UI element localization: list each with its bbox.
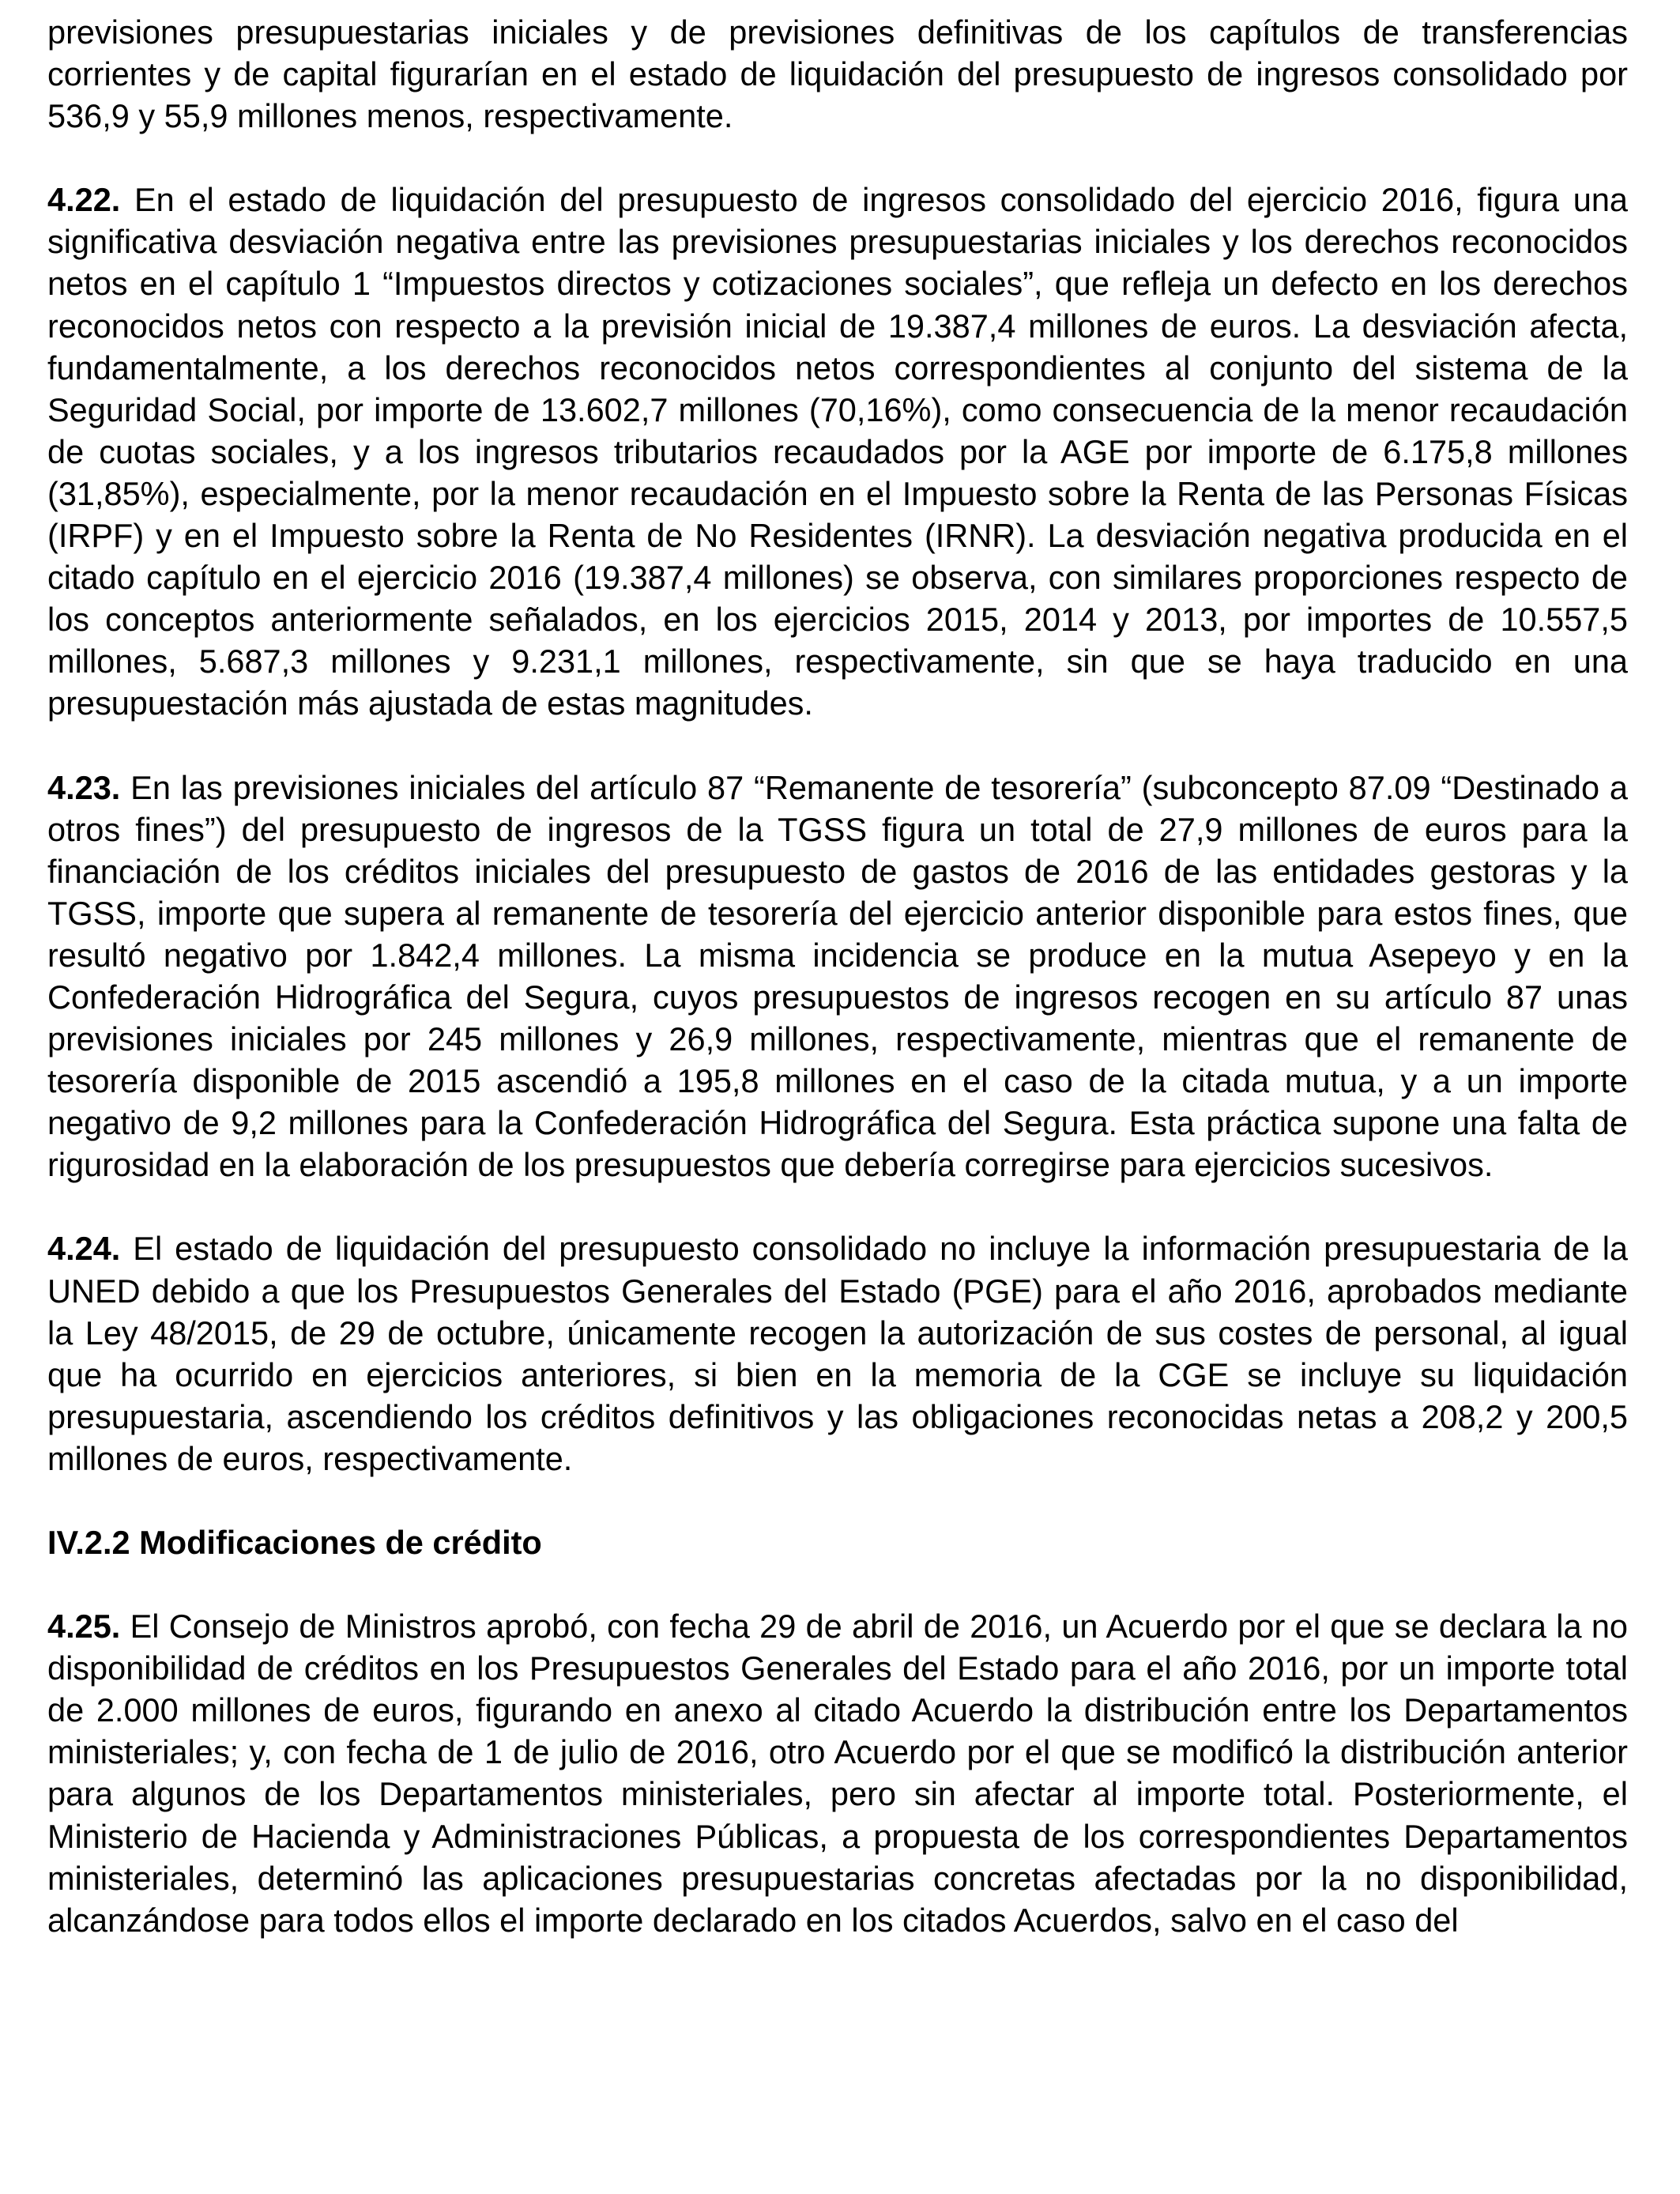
paragraph-number: 4.22. [47, 181, 121, 219]
document-page [47, 11, 1628, 1941]
paragraph-number: 4.23. [47, 768, 121, 806]
paragraph-4-22 [47, 179, 1628, 724]
paragraph-text: El Consejo de Ministros aprobó, con fecha 29 de abril de 2016, un Acuerdo por el que se declara la no disponibilidad de créditos en los Presupuestos Generales del Estado para el año 2016, por un importe total de 2.000 millones de euros, figurando en anexo al citado Acuerdo la distribución entre los Departamentos ministeriales; y, con fecha de 1 de julio de 2016, otro Acuerdo por el que se modificó la distribución anterior para algunos de los Departamentos ministeriales, pero sin afectar al importe total. Posteriormente, el Ministerio de Hacienda y Administraciones Públicas, a propuesta de los correspondientes Departamentos ministeriales, determinó las aplicaciones presupuestarias concretas afectadas por la no disponibilidad, alcanzándose para todos ellos el importe declarado en los citados Acuerdos, salvo en el caso del [47, 1608, 1628, 1939]
section-heading: IV.2.2 Modificaciones de crédito [47, 1524, 542, 1561]
intro-paragraph [47, 11, 1628, 137]
intro-paragraph-text: previsiones presupuestarias iniciales y de previsiones definitivas de los capítulos de transferencias corrientes y de capital figurarían en el estado de liquidación del presupuesto de ingresos consolidado por 536,9 y 55,9 millones menos, respectivamente. [47, 13, 1628, 135]
paragraph-text: En el estado de liquidación del presupuesto de ingresos consolidado del ejercicio 2016, figura una significativa desviación negativa entre las previsiones presupuestarias iniciales y los derechos reconocidos netos en el capítulo 1 “Impuestos directos y cotizaciones sociales”, que refleja un defecto en los derechos reconocidos netos con respecto a la previsión inicial de 19.387,4 millones de euros. La desviación afecta, fundamentalmente, a los derechos reconocidos netos correspondientes al conjunto del sistema de la Seguridad Social, por importe de 13.602,7 millones (70,16%), como consecuencia de la menor recaudación de cuotas sociales, y a los ingresos tributarios recaudados por la AGE por importe de 6.175,8 millones (31,85%), especialmente, por la menor recaudación en el Impuesto sobre la Renta de las Personas Físicas (IRPF) y en el Impuesto sobre la Renta de No Residentes (IRNR). La desviación negativa producida en el citado capítulo en el ejercicio 2016 (19.387,4 millones) se observa, con similares proporciones respecto de los conceptos anteriormente señalados, en los ejercicios 2015, 2014 y 2013, por importes de 10.557,5 millones, 5.687,3 millones y 9.231,1 millones, respectivamente, sin que se haya traducido en una presupuestación más ajustada de estas magnitudes. [47, 181, 1628, 722]
paragraph-text: El estado de liquidación del presupuesto consolidado no incluye la información presupuestaria de la UNED debido a que los Presupuestos Generales del Estado (PGE) para el año 2016, aprobados mediante la Ley 48/2015, de 29 de octubre, únicamente recogen la autorización de sus costes de personal, al igual que ha ocurrido en ejercicios anteriores, si bien en la memoria de la CGE se incluye su liquidación presupuestaria, ascendiendo los créditos definitivos y las obligaciones reconocidas netas a 208,2 y 200,5 millones de euros, respectivamente. [47, 1230, 1628, 1477]
paragraph-4-25 [47, 1605, 1628, 1941]
paragraph-number: 4.25. [47, 1608, 121, 1646]
paragraph-4-24 [47, 1227, 1628, 1480]
paragraph-number: 4.24. [47, 1230, 121, 1268]
paragraph-text: En las previsiones iniciales del artículo 87 “Remanente de tesorería” (subconcepto 87.09 “Destinado a otros fines”) del presupuesto de ingresos de la TGSS figura un total de 27,9 millones de euros para la financiación de los créditos iniciales del presupuesto de gastos de 2016 de las entidades gestoras y la TGSS, importe que supera al remanente de tesorería del ejercicio anterior disponible para estos fines, que resultó negativo por 1.842,4 millones. La misma incidencia se produce en la mutua Asepeyo y en la Confederación Hidrográfica del Segura, cuyos presupuestos de ingresos recogen en su artículo 87 unas previsiones iniciales por 245 millones y 26,9 millones, respectivamente, mientras que el remanente de tesorería disponible de 2015 ascendió a 195,8 millones en el caso de la citada mutua, y a un importe negativo de 9,2 millones para la Confederación Hidrográfica del Segura. Esta práctica supone una falta de rigurosidad en la elaboración de los presupuestos que debería corregirse para ejercicios sucesivos. [47, 768, 1628, 1184]
paragraph-4-23 [47, 767, 1628, 1186]
